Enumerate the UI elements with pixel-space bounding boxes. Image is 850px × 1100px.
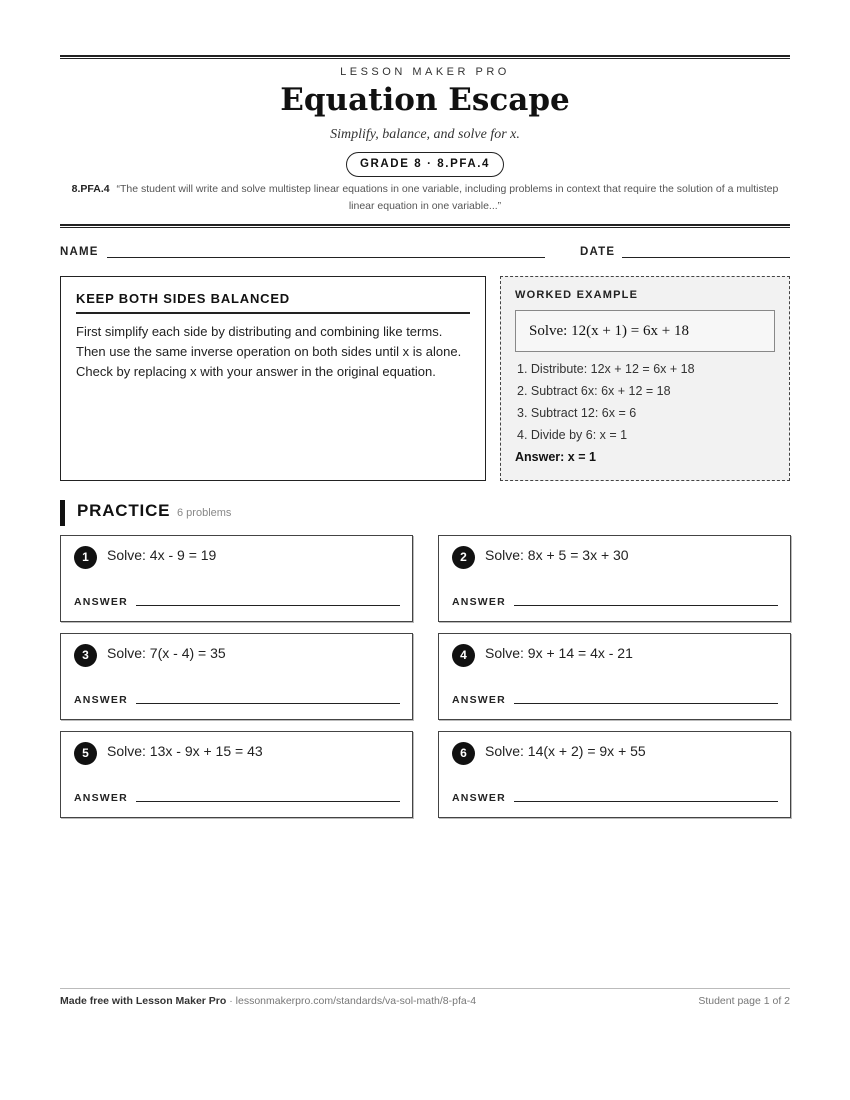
standard-description xyxy=(60,181,790,215)
name-label: NAME xyxy=(60,246,99,258)
problem-card xyxy=(60,633,413,720)
footer-made-with: Made free with Lesson Maker Pro xyxy=(60,995,227,1007)
problem-prompt: Solve: 9x + 14 = 4x - 21 xyxy=(485,645,633,661)
date-label: DATE xyxy=(580,246,616,258)
worksheet-page xyxy=(60,0,790,1100)
brand-name: LESSON MAKER PRO xyxy=(340,66,510,78)
problem-prompt: Solve: 14(x + 2) = 9x + 55 xyxy=(485,743,646,759)
problem-prompt: Solve: 4x - 9 = 19 xyxy=(107,547,217,563)
answer-field[interactable] xyxy=(514,703,778,704)
problem-card xyxy=(438,633,791,720)
answer-label: ANSWER xyxy=(74,694,128,706)
header-bottom-rule xyxy=(60,224,790,228)
standard-text: “The student will write and solve multistep linear equations in one variable, including problems in context that require the solution of a multistep linear equation in one variable...” xyxy=(116,183,779,212)
worked-example-step: 1. Distribute: 12x + 12 = 6x + 18 xyxy=(517,362,695,376)
answer-label: ANSWER xyxy=(452,694,506,706)
answer-field[interactable] xyxy=(514,801,778,802)
problem-card xyxy=(438,731,791,818)
answer-field[interactable] xyxy=(136,801,400,802)
top-rule xyxy=(60,55,790,59)
problem-number-badge: 6 xyxy=(452,742,475,765)
standard-code: 8.PFA.4 xyxy=(71,183,110,195)
problem-prompt: Solve: 13x - 9x + 15 = 43 xyxy=(107,743,263,759)
grade-badge: GRADE 8 · 8.PFA.4 xyxy=(346,152,504,177)
page-title: Equation Escape xyxy=(280,82,570,118)
worked-example-step: 2. Subtract 6x: 6x + 12 = 18 xyxy=(517,384,671,398)
intro-heading: KEEP BOTH SIDES BALANCED xyxy=(76,291,470,314)
name-field[interactable] xyxy=(107,257,545,258)
problem-prompt: Solve: 8x + 5 = 3x + 30 xyxy=(485,547,629,563)
problem-number-badge: 5 xyxy=(74,742,97,765)
footer-rule xyxy=(60,988,790,989)
intro-text: First simplify each side by distributing and combining like terms. Then use the same inverse operation on both sides until x is alone. Check by replacing x with your answer in the original equation. xyxy=(76,324,462,379)
problem-card xyxy=(438,535,791,622)
answer-label: ANSWER xyxy=(74,792,128,804)
worked-example-step: 4. Divide by 6: x = 1 xyxy=(517,428,628,442)
problem-card xyxy=(60,731,413,818)
footer-url[interactable]: · lessonmakerpro.com/standards/va-sol-math/8-pfa-4 xyxy=(226,995,477,1007)
answer-field[interactable] xyxy=(136,703,400,704)
worked-example-step: 3. Subtract 12: 6x = 6 xyxy=(517,406,637,420)
problem-prompt: Solve: 7(x - 4) = 35 xyxy=(107,645,226,661)
worked-example-problem: Solve: 12(x + 1) = 6x + 18 xyxy=(515,310,775,352)
intro-box xyxy=(60,276,486,481)
problem-number-badge: 2 xyxy=(452,546,475,569)
answer-field[interactable] xyxy=(514,605,778,606)
date-field[interactable] xyxy=(622,257,790,258)
practice-heading: PRACTICE xyxy=(77,501,171,520)
problem-number-badge: 3 xyxy=(74,644,97,667)
problem-card xyxy=(60,535,413,622)
worked-example-steps xyxy=(515,358,775,446)
problem-number-badge: 4 xyxy=(452,644,475,667)
footer-page-number: Student page 1 of 2 xyxy=(698,995,790,1007)
answer-label: ANSWER xyxy=(452,596,506,608)
answer-label: ANSWER xyxy=(74,596,128,608)
answer-label: ANSWER xyxy=(452,792,506,804)
worked-example-answer: Answer: x = 1 xyxy=(515,450,596,464)
page-subtitle: Simplify, balance, and solve for x. xyxy=(330,127,520,142)
footer-credit xyxy=(60,995,476,1007)
practice-accent-bar xyxy=(60,500,65,526)
problem-number-badge: 1 xyxy=(74,546,97,569)
answer-field[interactable] xyxy=(136,605,400,606)
practice-count: 6 problems xyxy=(177,507,232,519)
worked-example-box xyxy=(500,276,790,481)
worked-example-heading: WORKED EXAMPLE xyxy=(515,289,639,301)
